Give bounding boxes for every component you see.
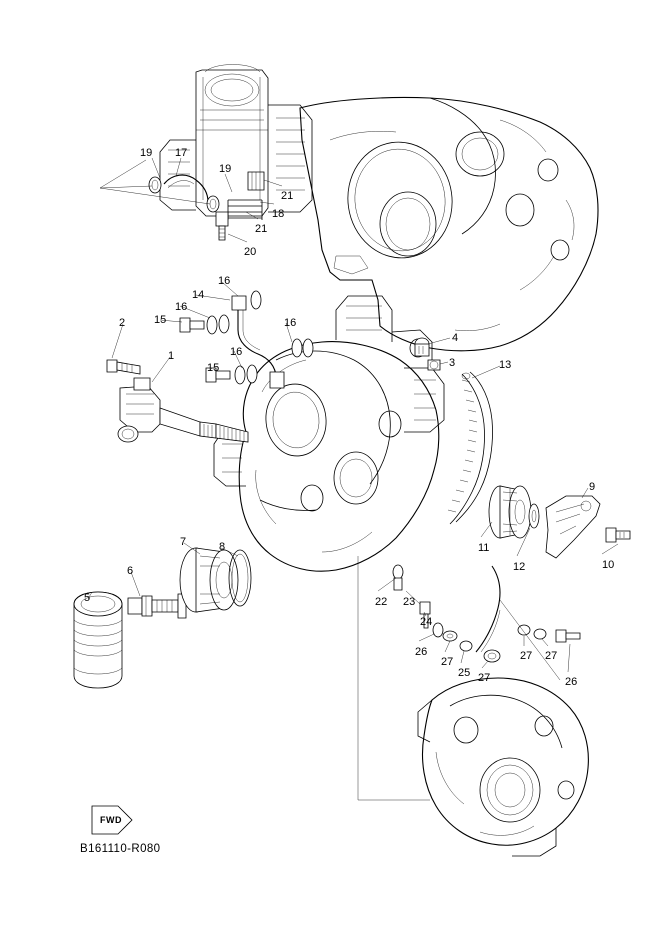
oil-pump-body-part-1 [118, 378, 248, 442]
leader-lines [88, 158, 618, 800]
callout-2: 2 [119, 317, 126, 329]
callout-7: 7 [180, 536, 187, 548]
callout-24: 24 [420, 616, 433, 628]
callout-13: 13 [499, 359, 512, 371]
callout-9: 9 [589, 481, 596, 493]
callout-19a: 19 [140, 147, 153, 159]
callout-8: 8 [219, 541, 226, 553]
plug-parts-3-4 [415, 338, 440, 370]
callout-16b: 16 [175, 301, 188, 313]
callout-5: 5 [84, 592, 91, 604]
callout-20: 20 [244, 246, 257, 258]
callout-21a: 21 [281, 190, 294, 202]
callout-17: 17 [175, 147, 188, 159]
callout-26a: 26 [415, 646, 428, 658]
part-code-label: B161110-R080 [80, 843, 161, 855]
callout-11: 11 [478, 542, 490, 554]
callout-27b: 27 [478, 672, 491, 684]
callout-1: 1 [168, 350, 175, 362]
fasteners-15-16 [180, 291, 313, 384]
pump-bolt-part-2 [107, 360, 140, 374]
callout-12: 12 [513, 561, 526, 573]
callout-27c: 27 [520, 650, 533, 662]
callout-27d: 27 [545, 650, 558, 662]
hose-part-17 [149, 175, 219, 212]
pump-sprocket-part-11 [489, 486, 531, 538]
callout-16c: 16 [284, 317, 297, 329]
callout-22: 22 [375, 596, 388, 608]
callout-15b: 15 [207, 362, 220, 374]
oil-pump-chain-part-13 [448, 372, 493, 524]
callout-10: 10 [602, 559, 615, 571]
callout-19b: 19 [219, 163, 232, 175]
callout-14: 14 [192, 289, 205, 301]
callout-18: 18 [272, 208, 285, 220]
callout-21b: 21 [255, 223, 268, 235]
oil-filter-part-5 [74, 592, 122, 688]
washer-part-12 [529, 504, 539, 528]
guide-bolt-part-10 [606, 528, 630, 542]
fwd-label: FWD [100, 815, 122, 825]
callout-15a: 15 [154, 314, 167, 326]
callout-27a: 27 [441, 656, 454, 668]
callout-4: 4 [452, 332, 459, 344]
callout-26b: 26 [565, 676, 578, 688]
callout-16d: 16 [230, 346, 243, 358]
callout-6: 6 [127, 565, 134, 577]
callout-23: 23 [403, 596, 416, 608]
crankcase-outline [300, 97, 598, 350]
callout-16a: 16 [218, 275, 231, 287]
lower-crankcase-outline [214, 296, 444, 571]
filter-union-bolt-part-6 [128, 594, 186, 618]
callout-3: 3 [449, 357, 456, 369]
rear-case-cover-outline [418, 678, 588, 856]
chain-guide-part-9 [546, 496, 600, 558]
callout-25: 25 [458, 667, 471, 679]
